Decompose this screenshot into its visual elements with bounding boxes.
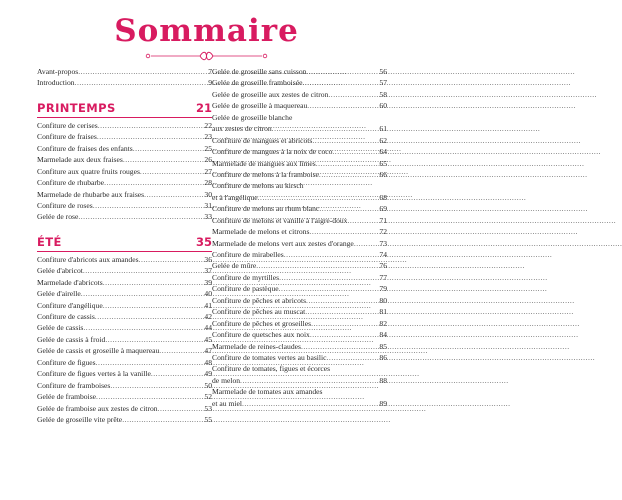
section-list xyxy=(37,89,212,426)
toc-entry-title: Marmelade de rhubarbe aux fraises xyxy=(37,189,145,199)
toc-entry-title: Confiture de roses xyxy=(37,200,93,210)
toc-entry-title: Gelée de cassis et groseille à maquereau xyxy=(37,346,160,356)
toc-entry[interactable] xyxy=(37,322,212,333)
toc-entry-title: Confiture de melons et vanille à l'aigre-doux xyxy=(212,215,348,225)
toc-entry[interactable] xyxy=(212,306,387,317)
section-heading-page-number: 21 xyxy=(195,100,212,115)
toc-entry-page-number: 33 xyxy=(204,212,212,222)
toc-entry-page-number: 40 xyxy=(204,289,212,299)
dot-leader xyxy=(75,77,208,88)
toc-entry-title: Avant-propos xyxy=(37,67,79,76)
front-matter-list xyxy=(37,66,212,89)
toc-entry[interactable] xyxy=(37,143,212,154)
toc-entry-title: Gelée de groseille blanche xyxy=(212,112,293,122)
toc-entry-title: Confiture d'abricots aux amandes xyxy=(37,254,139,264)
toc-entry[interactable] xyxy=(212,100,387,111)
dot-leader xyxy=(272,123,379,134)
toc-entry[interactable] xyxy=(37,200,212,211)
dot-leader xyxy=(306,66,378,77)
toc-entry-page-number: 26 xyxy=(204,155,212,165)
dot-leader xyxy=(159,345,203,356)
toc-entry-page-number: 37 xyxy=(204,266,212,276)
toc-entry-page-number: 47 xyxy=(204,346,212,356)
toc-entry[interactable] xyxy=(37,211,212,222)
dot-leader xyxy=(122,414,203,425)
toc-entry[interactable] xyxy=(37,265,212,276)
toc-entry-title: Gelée de cassis xyxy=(37,323,84,333)
dot-leader xyxy=(78,66,207,77)
toc-entry-title: Confiture de mangues et abricots xyxy=(212,135,313,145)
toc-entry[interactable] xyxy=(37,380,212,391)
dot-leader xyxy=(103,277,204,288)
toc-entry-title: Marmelade de reines-claudes xyxy=(212,341,301,351)
dot-leader xyxy=(83,322,203,333)
toc-entry-title: Gelée d'airelle xyxy=(37,289,81,299)
dot-leader xyxy=(279,272,378,283)
toc-entry-title: Confiture de rhubarbe xyxy=(37,178,105,188)
dot-leader xyxy=(144,189,203,200)
toc-entry-title: Confiture de melons au kirsch xyxy=(212,181,304,191)
toc-entry-page-number: 23 xyxy=(204,132,212,142)
toc-entry-title: Confiture de cassis xyxy=(37,312,95,321)
toc-entry-page-number: 84 xyxy=(379,330,387,340)
dot-leader xyxy=(123,154,204,165)
toc-entry-title: Marmelade d'abricots xyxy=(37,277,103,287)
toc-entry[interactable] xyxy=(212,386,387,397)
toc-entry[interactable] xyxy=(37,154,212,165)
dot-leader xyxy=(110,380,203,391)
toc-entry[interactable] xyxy=(212,180,387,191)
dot-leader xyxy=(98,120,204,131)
toc-entry-title: Gelée de framboise aux zestes de citron xyxy=(37,403,158,413)
toc-entry[interactable] xyxy=(212,260,387,271)
toc-entry-title: Gelée de rose xyxy=(37,212,79,222)
toc-entry[interactable] xyxy=(212,272,387,283)
dot-leader xyxy=(316,158,379,169)
toc-entry[interactable] xyxy=(212,249,387,260)
toc-right-column xyxy=(212,66,387,409)
dot-leader xyxy=(279,283,379,294)
toc-entry[interactable] xyxy=(37,77,212,88)
dot-leader xyxy=(78,211,203,222)
toc-entry-title: Confiture de figues vertes à la vanille xyxy=(37,369,151,379)
dot-leader xyxy=(258,192,379,203)
dot-leader xyxy=(139,254,204,265)
toc-entry[interactable] xyxy=(37,189,212,200)
dot-leader xyxy=(95,311,204,322)
dot-leader xyxy=(311,318,378,329)
toc-entry-page-number: 55 xyxy=(204,414,212,424)
toc-entry-title: Confiture de pêches et groseilles xyxy=(212,318,312,328)
toc-entry[interactable] xyxy=(212,203,387,214)
toc-entry[interactable] xyxy=(212,318,387,329)
dot-leader xyxy=(309,226,378,237)
toc-entry-page-number: 80 xyxy=(379,295,387,305)
toc-entry-title: Confiture de framboises xyxy=(37,380,111,390)
dot-leader xyxy=(103,300,204,311)
section-heading-title: PRINTEMPS xyxy=(37,100,116,115)
dot-leader xyxy=(93,200,204,211)
toc-entry[interactable] xyxy=(212,226,387,237)
toc-entry[interactable] xyxy=(37,368,212,379)
toc-entry-title: Gelée de groseille vite prête xyxy=(37,414,123,424)
toc-entry-page-number: 31 xyxy=(204,200,212,210)
toc-entry-page-number: 42 xyxy=(204,312,212,321)
page-title: Sommaire xyxy=(114,13,299,49)
scroll-flourish-icon xyxy=(0,50,413,62)
toc-entry[interactable] xyxy=(37,311,212,322)
toc-entry[interactable] xyxy=(212,192,387,203)
toc-entry[interactable] xyxy=(37,345,212,356)
toc-entry-title: Confiture de myrtilles xyxy=(212,272,280,282)
toc-entry-page-number: 76 xyxy=(379,261,387,271)
toc-entry-page-number: 56 xyxy=(379,67,387,76)
toc-entry-title: Confiture de fraises des enfants xyxy=(37,143,133,153)
toc-entry-page-number: 88 xyxy=(379,375,387,385)
dot-leader xyxy=(305,306,378,317)
toc-entry[interactable] xyxy=(212,135,387,146)
toc-entry[interactable] xyxy=(212,146,387,157)
dot-leader xyxy=(97,131,204,142)
toc-entry-title: Confiture de tomates, figues et écorces xyxy=(212,364,331,374)
toc-entry-page-number: 68 xyxy=(379,192,387,202)
toc-entry-title: Marmelade de melons et citrons xyxy=(212,227,310,237)
toc-entry-title: Gelée de cassis à froid xyxy=(37,334,106,344)
toc-entry-page-number: 22 xyxy=(204,120,212,130)
dot-leader xyxy=(133,143,204,154)
dot-leader xyxy=(240,375,378,386)
dot-leader xyxy=(347,215,378,226)
toc-entry[interactable] xyxy=(37,288,212,299)
toc-entry[interactable] xyxy=(37,403,212,414)
toc-entry[interactable] xyxy=(212,398,387,409)
dot-leader xyxy=(96,391,203,402)
toc-entry-page-number: 86 xyxy=(379,352,387,362)
toc-entry-title: Confiture de pêches au muscat xyxy=(212,307,306,317)
dot-leader xyxy=(104,177,203,188)
toc-entry-page-number: 25 xyxy=(204,143,212,153)
dot-leader xyxy=(332,146,378,157)
toc-entry-page-number: 66 xyxy=(379,169,387,179)
dot-leader xyxy=(307,100,378,111)
toc-entry[interactable] xyxy=(37,357,212,368)
toc-entry-title: Marmelade de melons vert aux zestes d'orange xyxy=(212,238,354,248)
toc-entry-page-number: 64 xyxy=(379,147,387,157)
toc-entry-page-number: 52 xyxy=(204,392,212,402)
dot-leader xyxy=(96,357,204,368)
toc-entry[interactable] xyxy=(212,158,387,169)
dot-leader xyxy=(302,77,378,88)
toc-entry-page-number: 44 xyxy=(204,323,212,333)
toc-entry-page-number: 58 xyxy=(379,89,387,99)
toc-entry-page-number: 28 xyxy=(204,178,212,188)
toc-entry-page-number: 53 xyxy=(204,403,212,413)
toc-entry-title: Confiture de pastèque xyxy=(212,284,279,294)
toc-entry[interactable] xyxy=(37,120,212,131)
toc-entry-title: Gelée de mûre xyxy=(212,261,257,271)
toc-entry-title: Confiture de cerises xyxy=(37,120,98,130)
section-heading[interactable] xyxy=(37,233,212,252)
toc-entry[interactable] xyxy=(37,166,212,177)
toc-entry-page-number: 49 xyxy=(204,369,212,379)
toc-entry-page-number: 41 xyxy=(204,300,212,310)
toc-entry-page-number: 89 xyxy=(379,398,387,408)
toc-entry-page-number: 7 xyxy=(208,67,212,76)
toc-entry-page-number: 71 xyxy=(379,215,387,225)
toc-entry[interactable] xyxy=(212,363,387,374)
toc-entry-title: et au miel xyxy=(212,398,242,408)
toc-entry[interactable] xyxy=(212,123,387,134)
toc-entry-title: Gelée de framboise xyxy=(37,392,97,402)
toc-entry[interactable] xyxy=(212,89,387,100)
toc-entry-title: Introduction xyxy=(37,78,75,88)
section-heading-title: ÉTÉ xyxy=(37,234,62,249)
toc-entry-title: Confiture de quetsches aux noix xyxy=(212,330,310,340)
toc-entry-page-number: 30 xyxy=(204,189,212,199)
toc-entry[interactable] xyxy=(212,77,387,88)
toc-entry-page-number: 9 xyxy=(208,78,212,88)
toc-entry-page-number: 45 xyxy=(204,334,212,344)
dot-leader xyxy=(256,260,378,271)
toc-entry[interactable] xyxy=(212,66,387,77)
toc-entry-title: Confiture de figues xyxy=(37,357,96,367)
toc-entry[interactable] xyxy=(37,300,212,311)
toc-entry-title: Confiture de pêches et abricots xyxy=(212,295,307,305)
dot-leader xyxy=(328,89,378,100)
dot-leader xyxy=(151,368,204,379)
toc-entry-title: Marmelade aux deux fraises xyxy=(37,155,123,165)
toc-entry[interactable] xyxy=(37,177,212,188)
toc-entry-title: Confiture de tomates vertes au basilic xyxy=(212,352,327,362)
dot-leader xyxy=(301,341,378,352)
toc-entry-title: Confiture aux quatre fruits rouges xyxy=(37,166,140,176)
toc-entry-title: Confiture de mirabelles xyxy=(212,250,284,259)
toc-entry-title: Gelée de groseille framboisée xyxy=(212,78,303,88)
toc-entry-page-number: 60 xyxy=(379,101,387,111)
toc-entry-page-number: 69 xyxy=(379,204,387,214)
toc-entry-title: de melon xyxy=(212,375,241,385)
toc-entry-page-number: 73 xyxy=(379,238,387,248)
toc-entry[interactable] xyxy=(37,391,212,402)
toc-entry[interactable] xyxy=(212,112,387,123)
toc-entry-page-number: 62 xyxy=(379,135,387,145)
toc-entry[interactable] xyxy=(212,375,387,386)
toc-entry[interactable] xyxy=(37,254,212,265)
toc-entry-page-number: 81 xyxy=(379,307,387,317)
toc-entry[interactable] xyxy=(212,341,387,352)
dot-leader xyxy=(354,238,379,249)
toc-entry-title: Confiture d'angélique xyxy=(37,300,103,310)
dot-leader xyxy=(284,249,379,260)
section-heading[interactable] xyxy=(37,99,212,118)
toc-entry-title: Confiture de melons au rhum blanc xyxy=(212,204,320,214)
toc-entry-page-number: 77 xyxy=(379,272,387,282)
toc-entry[interactable] xyxy=(212,169,387,180)
toc-entry[interactable] xyxy=(212,283,387,294)
toc-entry-page-number: 57 xyxy=(379,78,387,88)
toc-entry[interactable] xyxy=(212,295,387,306)
toc-entry-title: Confiture de melons à la framboise xyxy=(212,169,319,179)
dot-leader xyxy=(310,329,379,340)
toc-entry-page-number: 61 xyxy=(379,124,387,134)
toc-entry-title: aux zestes de citron xyxy=(212,124,272,134)
dot-leader xyxy=(327,352,379,363)
toc-entry-page-number: 50 xyxy=(204,380,212,390)
dot-leader xyxy=(312,135,378,146)
toc-entry[interactable] xyxy=(37,334,212,345)
toc-entry[interactable] xyxy=(212,329,387,340)
dot-leader xyxy=(105,334,203,345)
toc-entry-page-number: 82 xyxy=(379,318,387,328)
toc-entry-title: et à l'angélique xyxy=(212,192,258,202)
section-spacer xyxy=(37,223,212,233)
dot-leader xyxy=(140,166,203,177)
entry-list xyxy=(212,66,387,409)
toc-entry-title: Marmelade de tomates aux amandes xyxy=(212,387,323,397)
section-spacer xyxy=(37,89,212,99)
toc-entry-page-number: 27 xyxy=(204,166,212,176)
toc-entry-page-number: 79 xyxy=(379,284,387,294)
toc-entry-page-number: 39 xyxy=(204,277,212,287)
toc-entry-page-number: 74 xyxy=(379,250,387,259)
dot-leader xyxy=(83,265,204,276)
toc-entry-page-number: 36 xyxy=(204,254,212,264)
dot-leader xyxy=(319,203,378,214)
toc-entry[interactable] xyxy=(37,414,212,425)
toc-left-column xyxy=(37,66,212,425)
toc-entry-page-number: 72 xyxy=(379,227,387,237)
dot-leader xyxy=(81,288,204,299)
toc-entry-title: Gelée d'abricot xyxy=(37,266,83,276)
toc-entry[interactable] xyxy=(37,277,212,288)
dot-leader xyxy=(158,403,204,414)
toc-entry[interactable] xyxy=(37,66,212,77)
toc-entry-title: Confiture de fraises xyxy=(37,132,97,142)
section-heading-page-number: 35 xyxy=(195,234,212,249)
toc-entry[interactable] xyxy=(212,215,387,226)
toc-entry-page-number: 65 xyxy=(379,158,387,168)
toc-entry-title: Marmelade de mangues aux limes xyxy=(212,158,316,168)
toc-entry-title: Gelée de groseille à maquereau xyxy=(212,101,308,111)
dot-leader xyxy=(242,398,378,409)
dot-leader xyxy=(306,295,378,306)
toc-entry-page-number: 48 xyxy=(204,357,212,367)
toc-entry[interactable] xyxy=(212,238,387,249)
toc-entry-page-number: 85 xyxy=(379,341,387,351)
toc-entry-title: Confiture de mangues à la noix de coco xyxy=(212,147,333,157)
toc-entry[interactable] xyxy=(37,131,212,142)
toc-entry-title: Gelée de groseille aux zestes de citron xyxy=(212,89,329,99)
toc-entry-title: Gelée de groseille sans cuisson xyxy=(212,67,307,76)
dot-leader xyxy=(319,169,378,180)
toc-entry[interactable] xyxy=(212,352,387,363)
